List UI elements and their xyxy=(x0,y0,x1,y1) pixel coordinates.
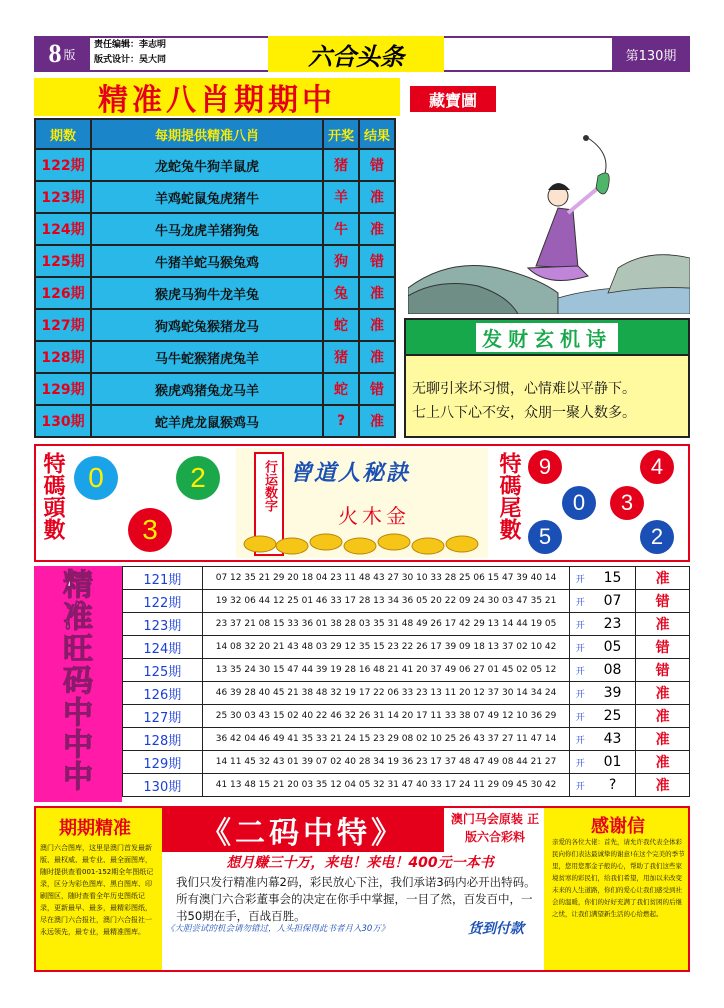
row-hit: 15 xyxy=(590,567,636,590)
vt-char-6: 中 xyxy=(63,728,93,763)
row-hit: 01 xyxy=(590,751,636,774)
zodiac-draw: 猪 xyxy=(323,149,359,181)
head-ball-3: 3 xyxy=(128,508,172,552)
row-hit: 39 xyxy=(590,682,636,705)
precise-text: 澳门六合图库，这里是澳门首发最新版、最权威、最专业、最全面图库，随时提供查看001-152期全年图纸记录，区分为彩色图库、黑白图库、印刷图区，随时查看全年历史图纸记录，更新最早、最多，最精彩图纸，尽在澳门六合报社，澳门六合报社一永远领先，最专业，最精准图库。 xyxy=(40,844,154,936)
head-label-char: 特碼頭數 xyxy=(40,452,65,540)
vertical-title xyxy=(40,570,116,794)
zodiac-result: 错 xyxy=(359,373,395,405)
zodiac-row xyxy=(35,341,395,373)
zodiac-zodiac: 猴虎马狗牛龙羊兔 xyxy=(91,277,323,309)
row-period: 129期 xyxy=(123,751,203,774)
zodiac-table xyxy=(34,118,396,438)
vt-char-2: 准 xyxy=(63,600,93,635)
tail-ball-3: 3 xyxy=(610,486,644,520)
row-numbers: 14 08 32 20 21 43 48 03 29 12 35 15 23 22 26 17 39 09 18 13 37 02 10 42 xyxy=(202,636,570,659)
precise-title: 期期精准 xyxy=(59,818,131,839)
head-ball-2: 2 xyxy=(176,456,220,500)
zodiac-result: 准 xyxy=(359,213,395,245)
zodiac-result: 准 xyxy=(359,341,395,373)
row-period: 126期 xyxy=(123,682,203,705)
head-ball-0: 0 xyxy=(74,456,118,500)
row-hit: 23 xyxy=(590,613,636,636)
zodiac-period: 125期 xyxy=(35,245,91,277)
editor-line: 责任编辑：李志明 xyxy=(94,40,167,50)
picture-label: 藏寶圖 xyxy=(410,86,496,112)
row-result: 准 xyxy=(636,705,690,728)
vt-char-5: 中 xyxy=(63,696,93,731)
row-numbers: 46 39 28 40 45 21 38 48 32 19 17 22 06 33 23 13 11 20 12 37 30 14 34 24 xyxy=(202,682,570,705)
zodiac-period: 124期 xyxy=(35,213,91,245)
zodiac-period: 128期 xyxy=(35,341,91,373)
tail-ball-4: 4 xyxy=(640,450,674,484)
number-row xyxy=(123,751,690,774)
tail-ball-9: 9 xyxy=(528,450,562,484)
number-row xyxy=(123,705,690,728)
main-title: 精准八肖期期中 xyxy=(34,78,400,116)
number-row xyxy=(123,774,690,797)
zodiac-result: 准 xyxy=(359,181,395,213)
row-result: 错 xyxy=(636,636,690,659)
row-numbers: 41 13 48 15 21 20 03 35 12 04 05 32 31 47 40 33 17 24 11 29 09 45 30 42 xyxy=(202,774,570,797)
row-result: 准 xyxy=(636,682,690,705)
zodiac-zodiac: 龙蛇兔牛狗羊鼠虎 xyxy=(91,149,323,181)
row-period: 124期 xyxy=(123,636,203,659)
row-numbers: 25 30 03 43 15 02 40 22 46 32 26 31 14 20 17 11 33 38 07 49 12 10 36 29 xyxy=(202,705,570,728)
row-period: 125期 xyxy=(123,659,203,682)
vt-char-4: 码 xyxy=(63,664,93,699)
designer-line: 版式设计：吴大同 xyxy=(94,55,167,65)
row-hit: ? xyxy=(590,774,636,797)
number-row xyxy=(123,682,690,705)
zodiac-draw: 蛇 xyxy=(323,309,359,341)
zodiac-period: 122期 xyxy=(35,149,91,181)
zodiac-period: 127期 xyxy=(35,309,91,341)
row-hit: 07 xyxy=(590,590,636,613)
erma-slogan: 想月赚三十万，来电！来电！400元一本书 xyxy=(226,855,494,871)
zodiac-period: 123期 xyxy=(35,181,91,213)
header-result: 结果 xyxy=(359,119,395,149)
tail-digit-label xyxy=(494,452,522,540)
row-result: 准 xyxy=(636,728,690,751)
zodiac-zodiac: 狗鸡蛇兔猴猪龙马 xyxy=(91,309,323,341)
gold-ingots-icon xyxy=(240,524,484,556)
cod-button[interactable]: 货到付款 xyxy=(468,921,524,937)
row-open-label: 开 xyxy=(570,705,590,728)
row-hit: 25 xyxy=(590,705,636,728)
row-period: 127期 xyxy=(123,705,203,728)
row-numbers: 19 32 06 44 12 25 01 46 33 17 28 13 34 36 05 20 22 09 24 30 03 47 35 21 xyxy=(202,590,570,613)
zodiac-draw: 猪 xyxy=(323,341,359,373)
zodiac-draw: 蛇 xyxy=(323,373,359,405)
row-hit: 05 xyxy=(590,636,636,659)
thanks-title: 感谢信 xyxy=(591,816,645,837)
zodiac-draw: 狗 xyxy=(323,245,359,277)
masthead: 六合头条 xyxy=(268,36,444,72)
row-period: 121期 xyxy=(123,567,203,590)
row-result: 准 xyxy=(636,613,690,636)
zodiac-result: 准 xyxy=(359,405,395,437)
page-number-box xyxy=(34,36,90,72)
zodiac-period: 126期 xyxy=(35,277,91,309)
header-zodiac: 每期提供精准八肖 xyxy=(91,119,323,149)
row-numbers: 13 35 24 30 15 47 44 39 19 28 16 48 21 41 20 37 49 06 27 01 45 02 05 12 xyxy=(202,659,570,682)
tail-ball-0: 0 xyxy=(562,486,596,520)
row-open-label: 开 xyxy=(570,682,590,705)
poem-line-1: 无聊引来坏习惯，心情难以平静下。 xyxy=(412,381,636,397)
number-row xyxy=(123,613,690,636)
zodiac-row xyxy=(35,277,395,309)
zodiac-row xyxy=(35,245,395,277)
thanks-text: 亲爱的各位大佬：首先，请允许我代表全体彩民向你们表达最诚挚的谢意!在这个完美的季节里，您用您那金子般的心，帮助了我们这些家境贫寒的彩民们，给我们希望，用加以来改变未来的人生道路，你们的爱心让我们感受到社会的温暖，你们的好好充满了我们贫困的后继之忧，让我们满望新生活的心给燃起。 xyxy=(552,838,685,918)
zodiac-result: 错 xyxy=(359,149,395,181)
row-open-label: 开 xyxy=(570,590,590,613)
credits xyxy=(94,38,166,68)
page-suffix: 版 xyxy=(63,47,76,62)
row-period: 122期 xyxy=(123,590,203,613)
row-hit: 08 xyxy=(590,659,636,682)
row-result: 准 xyxy=(636,774,690,797)
row-open-label: 开 xyxy=(570,567,590,590)
vt-char-7: 中 xyxy=(63,760,93,795)
vt-char-3: 旺 xyxy=(63,632,93,667)
number-row xyxy=(123,659,690,682)
zodiac-row xyxy=(35,149,395,181)
tail-ball-5: 5 xyxy=(528,520,562,554)
tail-ball-2: 2 xyxy=(640,520,674,554)
number-row xyxy=(123,567,690,590)
zodiac-row xyxy=(35,309,395,341)
zodiac-zodiac: 猴虎鸡猪兔龙马羊 xyxy=(91,373,323,405)
row-open-label: 开 xyxy=(570,636,590,659)
zodiac-zodiac: 牛马龙虎羊猪狗兔 xyxy=(91,213,323,245)
poem-line-2: 七上八下心不安，众朋一聚人数多。 xyxy=(412,405,636,421)
zodiac-row xyxy=(35,213,395,245)
zodiac-zodiac: 马牛蛇猴猪虎兔羊 xyxy=(91,341,323,373)
row-open-label: 开 xyxy=(570,613,590,636)
head-digit-label xyxy=(38,452,66,540)
lucky-title: 曾道人秘訣 xyxy=(290,461,411,486)
lucky-tag-text: 行运数字 xyxy=(262,460,277,512)
zodiac-period: 130期 xyxy=(35,405,91,437)
row-period: 123期 xyxy=(123,613,203,636)
number-row xyxy=(123,728,690,751)
row-hit: 43 xyxy=(590,728,636,751)
row-result: 错 xyxy=(636,590,690,613)
zodiac-result: 错 xyxy=(359,245,395,277)
page-number: 8 xyxy=(48,39,62,68)
zodiac-draw: 牛 xyxy=(323,213,359,245)
number-table xyxy=(122,566,690,797)
zodiac-zodiac: 蛇羊虎龙鼠猴鸡马 xyxy=(91,405,323,437)
vt-char-1: 精 xyxy=(63,568,93,603)
header-period: 期数 xyxy=(35,119,91,149)
tail-label-text: 特碼尾數 xyxy=(496,452,521,540)
row-numbers: 36 42 04 46 49 41 35 33 21 24 15 23 29 08 02 10 25 26 43 37 27 11 47 14 xyxy=(202,728,570,751)
number-row xyxy=(123,590,690,613)
erma-side: 澳门马会原装 正版六合彩料 xyxy=(450,812,540,844)
zodiac-draw: ? xyxy=(323,405,359,437)
issue-number: 第130期 xyxy=(612,36,690,72)
zodiac-row xyxy=(35,373,395,405)
zodiac-zodiac: 羊鸡蛇鼠兔虎猪牛 xyxy=(91,181,323,213)
erma-body: 我们只发行精准内幕2码，彩民放心下注，我们承诺3码内必开出特码。所有澳门六合彩董事会的决定在你手中掌握，一目了然，百发百中，一书50期在手，百战百胜。 xyxy=(176,875,536,923)
row-result: 准 xyxy=(636,751,690,774)
header-draw: 开奖 xyxy=(323,119,359,149)
number-row xyxy=(123,636,690,659)
row-numbers: 07 12 35 21 29 20 18 04 23 11 48 43 27 30 10 33 28 25 06 15 47 39 40 14 xyxy=(202,567,570,590)
zodiac-draw: 羊 xyxy=(323,181,359,213)
row-numbers: 14 11 45 32 43 01 39 07 02 40 28 34 19 36 23 17 37 48 47 49 08 44 21 27 xyxy=(202,751,570,774)
zodiac-row xyxy=(35,181,395,213)
erma-banner: 《二码中特》 xyxy=(162,808,444,852)
row-open-label: 开 xyxy=(570,728,590,751)
zodiac-result: 准 xyxy=(359,277,395,309)
poem-title xyxy=(404,318,690,356)
row-numbers: 23 37 21 08 15 33 36 01 38 28 03 35 31 48 49 26 17 42 29 13 14 44 19 05 xyxy=(202,613,570,636)
row-open-label: 开 xyxy=(570,774,590,797)
row-period: 130期 xyxy=(123,774,203,797)
row-open-label: 开 xyxy=(570,659,590,682)
row-result: 准 xyxy=(636,567,690,590)
erma-foot: 《大胆尝试的机会请勿错过，人头担保得此书者月入30万》 xyxy=(166,924,390,934)
zodiac-draw: 兔 xyxy=(323,277,359,309)
zodiac-zodiac: 牛猪羊蛇马猴兔鸡 xyxy=(91,245,323,277)
row-result: 错 xyxy=(636,659,690,682)
lucky-subtitle: 火木金 xyxy=(338,504,410,528)
zodiac-period: 129期 xyxy=(35,373,91,405)
row-open-label: 开 xyxy=(570,751,590,774)
poem-title-text: 发财玄机诗 xyxy=(476,323,618,352)
fairy-illustration xyxy=(408,118,690,314)
zodiac-row xyxy=(35,405,395,437)
row-period: 128期 xyxy=(123,728,203,751)
zodiac-result: 准 xyxy=(359,309,395,341)
